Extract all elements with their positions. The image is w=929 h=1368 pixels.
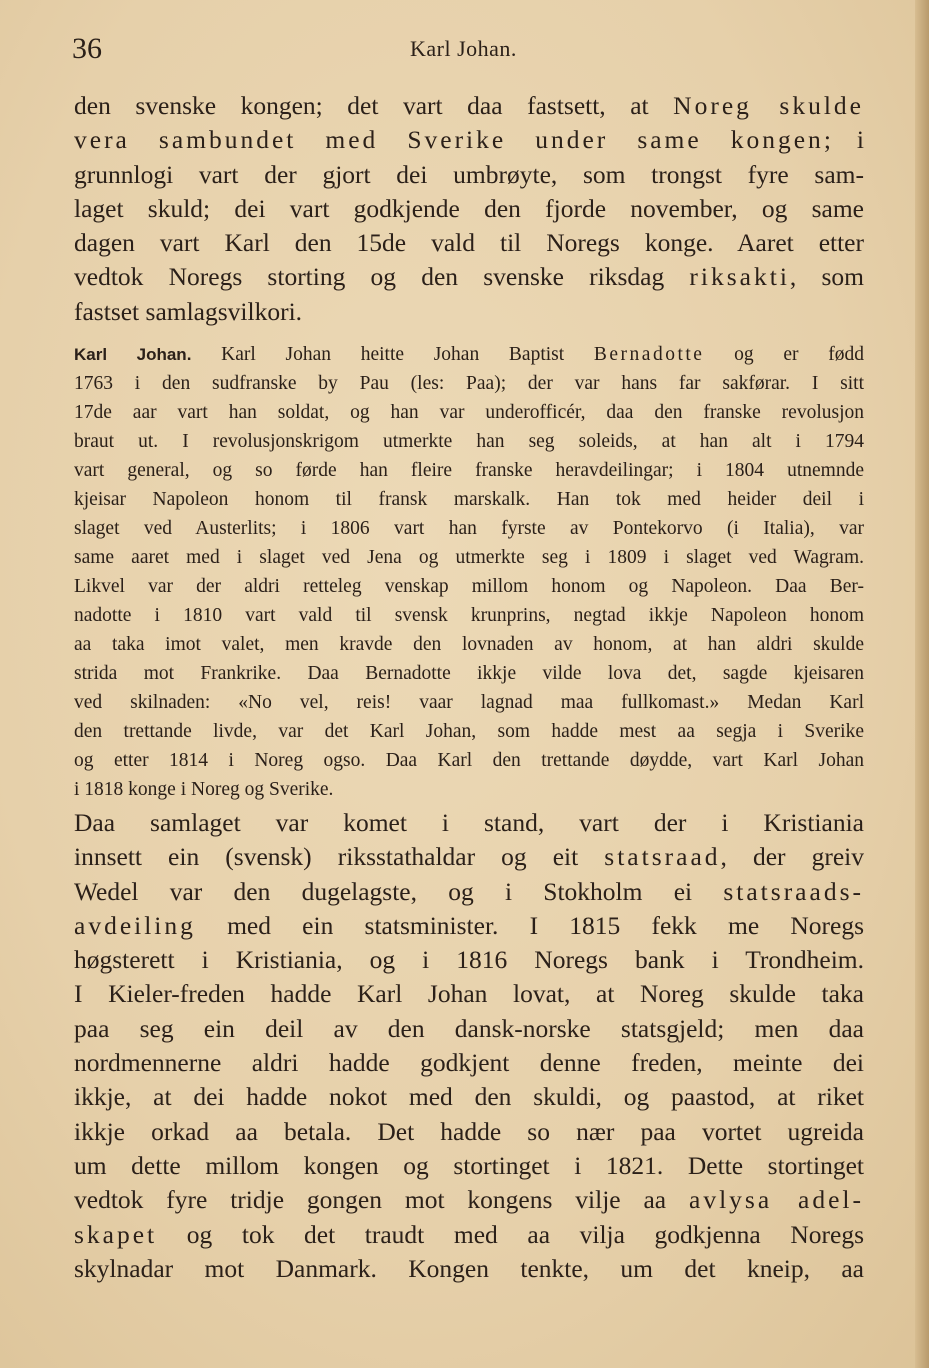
text-run: I Kieler-freden hadde Karl Johan lovat, at Noreg skulde taka	[74, 979, 864, 1009]
text-run: 17de aar vart han soldat, og han var underofficér, daa den franske revolusjon	[74, 402, 864, 423]
text-line	[74, 572, 864, 601]
text-line	[74, 840, 864, 874]
text-line	[74, 543, 864, 572]
text-line	[74, 875, 864, 909]
text-run: um dette millom kongen og stortinget i 1821. Dette stortinget	[74, 1150, 864, 1180]
text-run: ikkje orkad aa betala. Det hadde so nær paa vortet ugreida	[74, 1116, 864, 1146]
text-run: skylnadar mot Danmark. Kongen tenkte, um det kneip, aa	[74, 1253, 864, 1283]
text-run: Karl Johan heitte Johan Baptist	[191, 344, 594, 365]
spaced-emphasis: statsraads-	[723, 876, 864, 906]
text-run: laget skuld; dei vart godkjende den fjorde november, og same	[74, 193, 864, 223]
text-line	[74, 485, 864, 514]
text-run: , der greiv	[720, 842, 864, 872]
spaced-emphasis: statsraad	[604, 842, 721, 872]
spaced-emphasis: avdeiling	[74, 910, 196, 940]
spaced-emphasis: vera sambundet med Sverike under same kongen	[74, 125, 824, 155]
text-run: slaget ved Austerlits; i 1806 vart han fyrste av Pontekorvo (i Italia), var	[74, 518, 864, 539]
text-run: aa taka imot valet, men kravde den lovnaden av honom, at han aldri skulde	[74, 634, 864, 655]
text-run: vedtok Noregs storting og den svenske riksdag	[74, 262, 690, 292]
text-run: strida mot Frankrike. Daa Bernadotte ikkje vilde lova det, sagde kjeisaren	[74, 663, 864, 684]
text-line	[74, 806, 864, 840]
paragraph-2	[74, 806, 864, 1286]
spaced-emphasis: avlysa adel-	[689, 1185, 864, 1215]
text-run: vart general, og so førde han fleire franske heravdeilingar; i 1804 utnemnde	[74, 460, 864, 481]
page-number: 36	[72, 32, 102, 65]
text-run: nordmennerne aldri hadde godkjent denne freden, meinte dei	[74, 1048, 864, 1078]
text-run: dagen vart Karl den 15de vald til Noregs konge. Aaret etter	[74, 228, 864, 258]
text-run: braut ut. I revolusjonskrigom utmerkte han seg soleids, at han alt i 1794	[74, 431, 864, 452]
text-line	[74, 398, 864, 427]
text-run: fastset samlagsvilkori.	[74, 296, 303, 326]
text-line	[74, 630, 864, 659]
text-line	[74, 1149, 864, 1183]
text-run: ; i	[823, 125, 865, 155]
text-line	[74, 775, 864, 804]
text-run: og tok det traudt med aa vilja godkjenna Noregs	[157, 1219, 864, 1249]
text-line	[74, 1012, 864, 1046]
spaced-emphasis: riksakti	[689, 262, 790, 292]
paragraph-1	[74, 89, 864, 329]
text-line	[74, 659, 864, 688]
text-line	[74, 514, 864, 543]
text-run: innsett ein (svensk) riksstathaldar og eit	[74, 842, 605, 872]
text-run: paa seg ein deil av den dansk-norske statsgjeld; men daa	[74, 1013, 864, 1043]
text-line	[74, 369, 864, 398]
text-line	[74, 1218, 864, 1252]
text-line	[74, 226, 864, 260]
spaced-emphasis: Noreg skulde	[673, 91, 864, 120]
text-line	[74, 688, 864, 717]
text-run: ved skilnaden: «No vel, reis! vaar lagnad maa fullkomast.» Medan Karl	[74, 692, 864, 713]
text-line	[74, 1115, 864, 1149]
text-line	[74, 89, 864, 123]
text-run: nadotte i 1810 vart vald til svensk krunprins, negtad ikkje Napoleon honom	[74, 605, 864, 626]
text-line	[74, 943, 864, 977]
text-line	[74, 977, 864, 1011]
text-run: ikkje, at dei hadde nokot med den skuldi, og paastod, at riket	[74, 1082, 864, 1112]
text-run: i 1818 konge i Noreg og Sverike.	[74, 779, 334, 800]
footnote-karl-johan	[74, 340, 864, 804]
spaced-emphasis: skapet	[74, 1219, 158, 1249]
text-line	[74, 123, 864, 157]
note-heading: Karl Johan.	[74, 345, 192, 364]
text-line	[74, 427, 864, 456]
text-run: og er fødd	[704, 344, 864, 365]
spaced-emphasis: Bernadotte	[593, 344, 705, 365]
text-run: Wedel var den dugelagste, og i Stokholm ei	[74, 876, 724, 906]
text-line	[74, 909, 864, 943]
text-line	[74, 158, 864, 192]
text-line	[74, 1252, 864, 1286]
text-line	[74, 295, 864, 329]
text-line	[74, 260, 864, 294]
text-line	[74, 1080, 864, 1114]
text-run: kjeisar Napoleon honom til fransk marskalk. Han tok med heider deil i	[74, 489, 864, 510]
text-line	[74, 601, 864, 630]
text-run: vedtok fyre tridje gongen mot kongens vilje aa	[74, 1185, 689, 1215]
text-line	[74, 340, 864, 369]
text-run: Likvel var der aldri retteleg venskap millom honom og Napoleon. Daa Ber-	[74, 576, 864, 597]
text-line	[74, 717, 864, 746]
text-run: same aaret med i slaget ved Jena og utmerkte seg i 1809 i slaget ved Wagram.	[74, 547, 864, 568]
text-run: , som	[789, 262, 864, 292]
text-run: Daa samlaget var komet i stand, vart der i Kristiania	[74, 808, 864, 837]
text-run: 1763 i den sudfranske by Pau (les: Paa); der var hans far sakførar. I sitt	[74, 373, 864, 394]
text-line	[74, 192, 864, 226]
text-run: med ein statsminister. I 1815 fekk me Noregs	[195, 910, 864, 940]
text-line	[74, 1046, 864, 1080]
text-run: høgsterett i Kristiania, og i 1816 Noregs bank i Trondheim.	[74, 945, 864, 975]
running-head: Karl Johan.	[410, 36, 517, 61]
text-line	[74, 456, 864, 485]
page-edge	[915, 0, 929, 1368]
text-run: og etter 1814 i Noreg ogso. Daa Karl den trettande døydde, vart Karl Johan	[74, 750, 864, 771]
text-line	[74, 1183, 864, 1217]
text-run: den svenske kongen; det vart daa fastsett, at	[74, 91, 674, 120]
text-run: den trettande livde, var det Karl Johan, som hadde mest aa segja i Sverike	[74, 721, 864, 742]
text-line	[74, 746, 864, 775]
text-run: grunnlogi vart der gjort dei umbrøyte, som trongst fyre sam-	[74, 159, 864, 189]
page-header	[70, 30, 870, 70]
